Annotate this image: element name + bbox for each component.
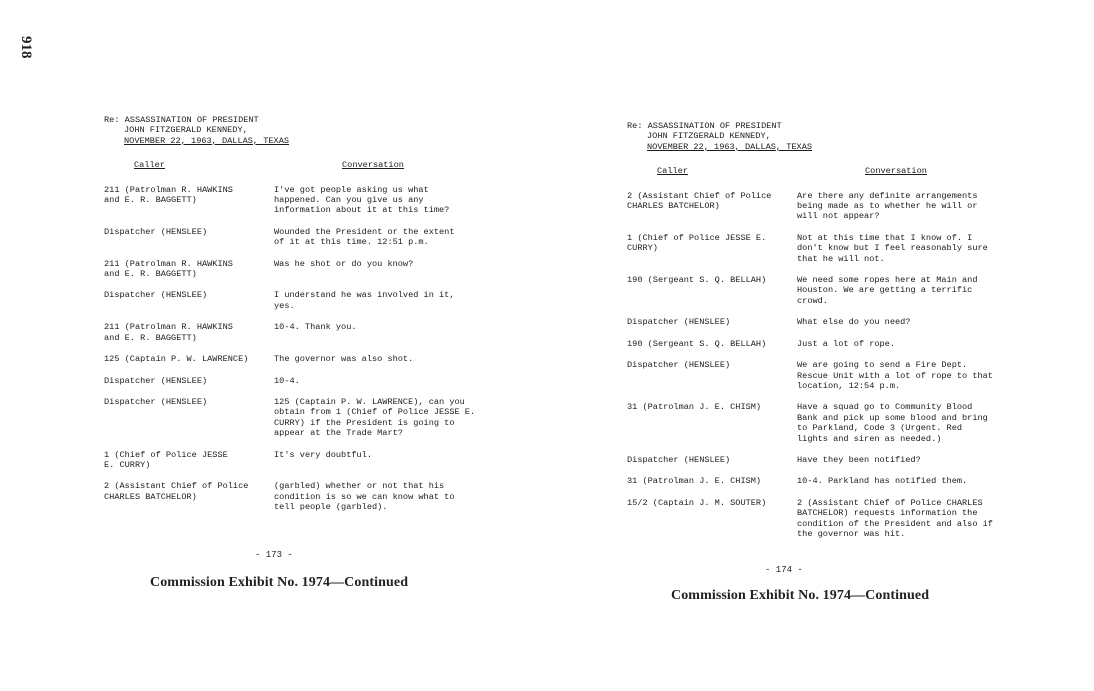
transcript-row — [104, 227, 504, 248]
caller-cell: Dispatcher (HENSLEE) — [104, 290, 208, 301]
transcript-row — [104, 376, 504, 386]
conversation-cell: Was he shot or do you know? — [274, 258, 414, 269]
column-headers — [627, 166, 1027, 176]
caller-cell: 31 (Patrolman J. E. CHISM) — [627, 476, 762, 487]
transcript-row — [627, 339, 1027, 349]
caller-cell: Dispatcher (HENSLEE) — [104, 375, 208, 386]
re-line-2: JOHN FITZGERALD KENNEDY, — [124, 125, 248, 136]
page-number: 918 — [18, 36, 34, 59]
caller-cell: Dispatcher (HENSLEE) — [627, 317, 731, 328]
caller-cell: 2 (Assistant Chief of Police CHARLES BATCHELOR) — [627, 190, 772, 212]
conversation-cell: 125 (Captain P. W. LAWRENCE), can you obtain from 1 (Chief of Police JESSE E. CURRY) if the President is going to appear at the Trade Mart? — [274, 396, 476, 439]
conversation-cell: 2 (Assistant Chief of Police CHARLES BATCHELOR) requests information the condition of the President and also if the governor was hit. — [797, 497, 993, 539]
caller-cell: 190 (Sergeant S. Q. BELLAH) — [627, 338, 767, 349]
re-heading — [104, 115, 504, 146]
re-line-1: Re: ASSASSINATION OF PRESIDENT — [104, 115, 259, 125]
right-document-page — [627, 121, 1027, 550]
conversation-cell: We need some ropes here at Main and Houston. We are getting a terrific crowd. — [797, 275, 978, 306]
caller-cell: 190 (Sergeant S. Q. BELLAH) — [627, 275, 767, 286]
conversation-cell: 10-4. Thank you. — [274, 322, 357, 333]
caller-cell: 1 (Chief of Police JESSE E. CURRY) — [104, 449, 228, 470]
transcript-row — [104, 185, 504, 216]
transcript-row — [627, 476, 1027, 486]
left-exhibit-caption: Commission Exhibit No. 1974—Continued — [150, 575, 409, 590]
caller-cell: 211 (Patrolman R. HAWKINS and E. R. BAGGETT) — [104, 184, 233, 206]
caller-cell: 211 (Patrolman R. HAWKINS and E. R. BAGGETT) — [104, 258, 233, 280]
transcript-row — [627, 233, 1027, 264]
conversation-cell: I've got people asking us what happened. Can you give us any information about it at this time? — [274, 184, 450, 216]
conversation-cell: Have a squad go to Community Blood Bank and pick up some blood and bring to Parkland, Code 3 (Urgent. Red lights and siren as needed.) — [797, 402, 988, 444]
left-document-page — [104, 115, 504, 524]
conversation-cell: Wounded the President or the extent of it at this time. 12:51 p.m. — [274, 226, 455, 248]
conversation-cell: We are going to send a Fire Dept. Rescue Unit with a lot of rope to that location, 12:54 p.m. — [797, 360, 993, 391]
transcript-row — [627, 402, 1027, 444]
caller-cell: 1 (Chief of Police JESSE E. CURRY) — [627, 232, 767, 254]
caller-cell: 31 (Patrolman J. E. CHISM) — [627, 402, 762, 413]
transcript-row — [104, 450, 504, 471]
transcript-row — [104, 354, 504, 364]
conversation-cell: Are there any definite arrangements being made as to whether he will or will not appear? — [797, 190, 978, 222]
caller-cell: 125 (Captain P. W. LAWRENCE) — [104, 354, 249, 365]
right-folio: - 174 - — [765, 565, 803, 575]
transcript-row — [627, 191, 1027, 222]
re-line-2: JOHN FITZGERALD KENNEDY, — [647, 131, 771, 142]
conversation-cell: 10-4. Parkland has notified them. — [797, 476, 968, 487]
caller-cell: 211 (Patrolman R. HAWKINS and E. R. BAGGETT) — [104, 322, 233, 343]
conversation-cell: (garbled) whether or not that his condition is so we can know what to tell people (garbled). — [274, 481, 455, 513]
left-folio: - 173 - — [255, 550, 293, 560]
conversation-cell: Have they been notified? — [797, 454, 921, 465]
conversation-cell: Not at this time that I know of. I don't know but I feel reasonably sure that he will not. — [797, 232, 988, 264]
conversation-cell: What else do you need? — [797, 317, 911, 328]
conversation-cell: Just a lot of rope. — [797, 338, 895, 349]
re-heading — [627, 121, 1027, 152]
transcript-row — [104, 290, 504, 311]
conversation-cell: 10-4. — [274, 375, 300, 386]
transcript-row — [104, 259, 504, 280]
caller-cell: 15/2 (Captain J. M. SOUTER) — [627, 497, 767, 508]
transcript-row — [627, 360, 1027, 391]
re-line-1: Re: ASSASSINATION OF PRESIDENT — [627, 121, 782, 131]
caller-cell: Dispatcher (HENSLEE) — [104, 396, 208, 407]
column-headers — [104, 160, 504, 170]
transcript-row — [104, 481, 504, 512]
transcript-row — [627, 317, 1027, 327]
caller-cell: 2 (Assistant Chief of Police CHARLES BATCHELOR) — [104, 481, 249, 502]
caller-cell: Dispatcher (HENSLEE) — [104, 226, 208, 237]
right-exhibit-caption: Commission Exhibit No. 1974—Continued — [671, 588, 930, 603]
conversation-cell: The governor was also shot. — [274, 354, 414, 365]
transcript-row — [627, 498, 1027, 540]
transcript-row — [627, 455, 1027, 465]
re-line-3: NOVEMBER 22, 1963, DALLAS, TEXAS — [647, 141, 813, 152]
caller-header: Caller — [134, 160, 165, 171]
transcript-row — [627, 275, 1027, 306]
conversation-cell: It's very doubtful. — [274, 449, 372, 460]
re-line-3: NOVEMBER 22, 1963, DALLAS, TEXAS — [124, 135, 290, 146]
caller-header: Caller — [657, 166, 688, 177]
transcript-row — [104, 322, 504, 343]
conversation-header: Conversation — [865, 166, 927, 177]
caller-cell: Dispatcher (HENSLEE) — [627, 360, 731, 371]
transcript-row — [104, 397, 504, 439]
conversation-header: Conversation — [342, 160, 404, 171]
conversation-cell: I understand he was involved in it, yes. — [274, 290, 455, 311]
caller-cell: Dispatcher (HENSLEE) — [627, 454, 731, 465]
